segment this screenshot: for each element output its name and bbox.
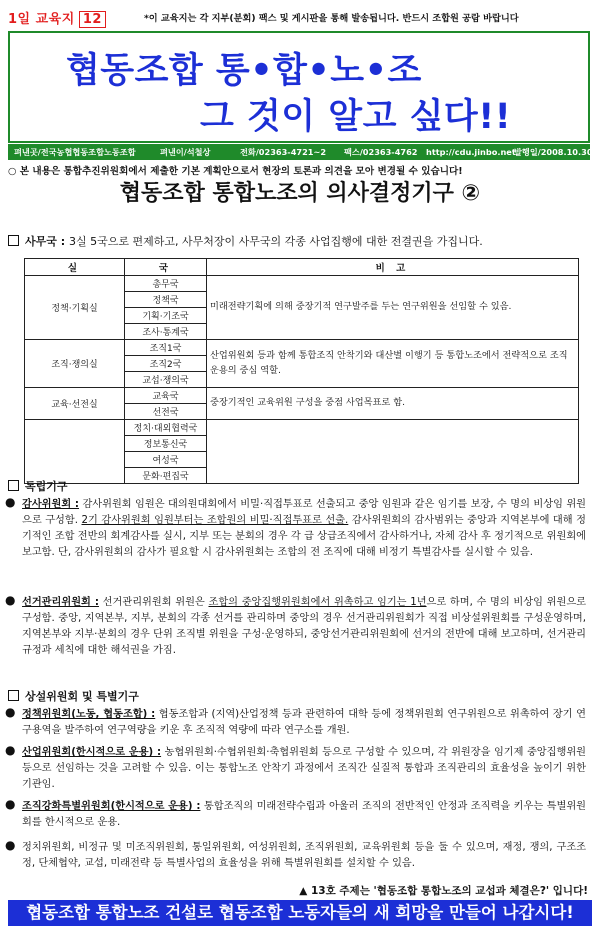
secretariat-heading: 사무국 : 3실 5국으로 편제하고, 사무처장이 사무국의 각종 사업집행에 대한 전결권을 가집니다. [8, 233, 483, 249]
column-header-guk: 국 [125, 259, 207, 276]
guk-cell: 조사·통계국 [125, 324, 207, 340]
guk-cell: 정책국 [125, 292, 207, 308]
bigo-cell: 중장기적인 교육위원 구성을 중점 사업목표로 함. [207, 388, 579, 420]
guk-cell: 정치·대외협력국 [125, 420, 207, 436]
bullet-icon: ● [5, 838, 16, 852]
standing-heading: 상설위원회 및 특별기구 [8, 688, 139, 704]
table-header-row [25, 259, 579, 276]
checkbox-square-icon [8, 235, 19, 246]
info-phone: 전화/02363-4721~2 [240, 147, 327, 157]
banner-line-2: 그 것이 알고 싶다!! [200, 97, 512, 137]
intro-note: ○ 본 내용은 통합추진위원회에서 제출한 기본 계획안으로서 현장의 토론과 의견을 모아 변경될 수 있습니다! [8, 166, 463, 177]
checkbox-square-icon [8, 690, 19, 701]
bigo-cell: 미래전략기획에 의해 중장기적 연구발주를 두는 연구위원을 선임할 수 있음. [207, 276, 579, 340]
table-row [25, 276, 579, 292]
guk-cell: 총무국 [125, 276, 207, 292]
special-committee-paragraph: 조직강화특별위원회(한시적으로 운용) : 통합조직의 미래전략수립과 아울러 조직의 전반적인 안정과 조직력을 키우는 특별위원회를 한시적으로 운용. [22, 801, 586, 828]
title-banner [8, 31, 590, 143]
info-fax: 팩스/02363-4762 [344, 147, 418, 157]
table-row [25, 388, 579, 404]
guk-cell: 교육국 [125, 388, 207, 404]
sil-cell [25, 420, 125, 484]
checkbox-square-icon [8, 480, 19, 491]
bigo-cell [207, 420, 579, 484]
industry-committee-paragraph: 산업위원회(한시적으로 운용) : 농협위원회·수협위원회·축협위원회 등으로 구성할 수 있으며, 각 위원장을 임기제 중앙집행위원 등으로 선임하는 것을 고려할 수 있음. 이는 통합노조 안착기 과정에서 조직간 실질적 통합과 조직관리의 효율성을 높이기 위한 기관임. [22, 747, 586, 790]
guk-cell: 정보통신국 [125, 436, 207, 452]
bigo-cell: 산업위원회 등과 함께 통합조직 안착기와 대산별 이행기 등 통합노조에서 전략적으로 조직운용의 중심 역할. [207, 340, 579, 388]
distribution-notice: *이 교육지는 각 지부(분회) 팩스 및 게시판을 통해 발송됩니다. 반드시 조합원 공람 바랍니다 [144, 13, 519, 24]
independent-heading: 독립기구 [8, 478, 68, 494]
banner-line-1: 협동조합 통•합•노•조 [66, 51, 422, 91]
bullet-icon: ● [5, 797, 16, 811]
table-row [25, 420, 579, 436]
top-line [8, 8, 592, 30]
info-url: http://cdu.jinbo.net [426, 147, 516, 157]
info-org: 펴낸곳/전국농협협동조합노동조합 [14, 147, 136, 157]
guk-cell: 교섭·쟁의국 [125, 372, 207, 388]
column-header-sil: 실 [25, 259, 125, 276]
slogan-bar: 협동조합 통합노조 건설로 협동조합 노동자들의 새 희망을 만들어 나갑시다! [8, 900, 592, 926]
column-header-bigo: 비 고 [207, 259, 579, 276]
guk-cell: 조직1국 [125, 340, 207, 356]
info-date: 발행일/2008.10.30 [514, 147, 593, 157]
other-committees-paragraph: 정치위원회, 비정규 및 미조직위원회, 통일위원회, 여성위원회, 조직위원회, 교육위원회 등을 둘 수 있으며, 재정, 쟁의, 구조조정, 단체협약, 교섭, 미래전략 등 특별사업의 효율성을 위해 특별위원회를 설치할 수 있음. [22, 842, 586, 869]
sil-cell: 조직·쟁의실 [25, 340, 125, 388]
issue-number-badge: 12 [79, 11, 106, 28]
info-publisher: 펴낸이/석철상 [160, 147, 211, 157]
policy-committee-paragraph: 정책위원회(노동, 협동조합) : 협동조합과 (지역)산업정책 등과 관련하여 대학 등에 정책위원회 연구위원으로 위촉하여 장기 연구용역을 발주하여 연구역량을 키운 후 조직적 역량에 따라 연구소를 개원. [22, 709, 586, 736]
bullet-icon: ● [5, 705, 16, 719]
guk-cell: 여성국 [125, 452, 207, 468]
document-title: 협동조합 통합노조의 의사결정기구 ② [119, 181, 481, 206]
secretariat-table [24, 258, 579, 484]
guk-cell: 문화·편집국 [125, 468, 207, 484]
guk-cell: 조직2국 [125, 356, 207, 372]
issue-label: 1일 교육지 12 [8, 8, 106, 28]
bullet-icon: ● [5, 495, 16, 509]
guk-cell: 기획·기조국 [125, 308, 207, 324]
sil-cell: 정책·기획실 [25, 276, 125, 340]
bullet-icon: ● [5, 593, 16, 607]
bullet-icon: ● [5, 743, 16, 757]
publisher-info-bar [8, 144, 593, 160]
guk-cell: 선전국 [125, 404, 207, 420]
next-issue-note: ▲ 13호 주제는 '협동조합 통합노조의 교섭과 체결은?' 입니다! [299, 885, 588, 897]
audit-committee-paragraph: 감사위원회 : 감사위원회 임원은 대의원대회에서 비밀·직접투표로 선출되고 중앙 임원과 같은 임기를 보장, 수 명의 비상임 위원으로 구성함. 2기 감사위원회 임원부터는 조합원의 비밀·직접투표로 선출. 감사위원회의 감사범위는 중앙과 지역본부에 대해 정기적인 조합 전반의 회계감사를 실시, 지부 또는 분회의 경우 각 급 상급조직에서 감사하거나, 자체 감사 후 정기적으로 위원회에 보고함. 단, 감사위원회의 감사가 필요할 시 감사위원회는 조합의 전 조직에 대해 비정기 특별감사를 실시할 수 있음. [22, 499, 587, 558]
sil-cell: 교육·선전실 [25, 388, 125, 420]
election-committee-paragraph: 선거관리위원회 : 선거관리위원회 위원은 조합의 중앙집행위원회에서 위촉하고 임기는 1년으로 하며, 수 명의 비상임 위원으로 구성함. 중앙, 지역본부, 지부, 분회의 각종 선거를 관리하며 중앙의 경우 선거관리위원회가 직접 비상설위원회를 구성운영하며, 지역본부와 지부·분회의 경우 단위 조직별 위원을 구성·운영하되, 중앙선거관리위원회에 선거의 전반에 대해 보고하며, 선거관리 규정과 세칙에 대한 해석권을 가짐. [22, 597, 586, 656]
table-row [25, 340, 579, 356]
secretariat-description: 3실 5국으로 편제하고, 사무처장이 사무국의 각종 사업집행에 대한 전결권을 가집니다. [68, 235, 483, 248]
